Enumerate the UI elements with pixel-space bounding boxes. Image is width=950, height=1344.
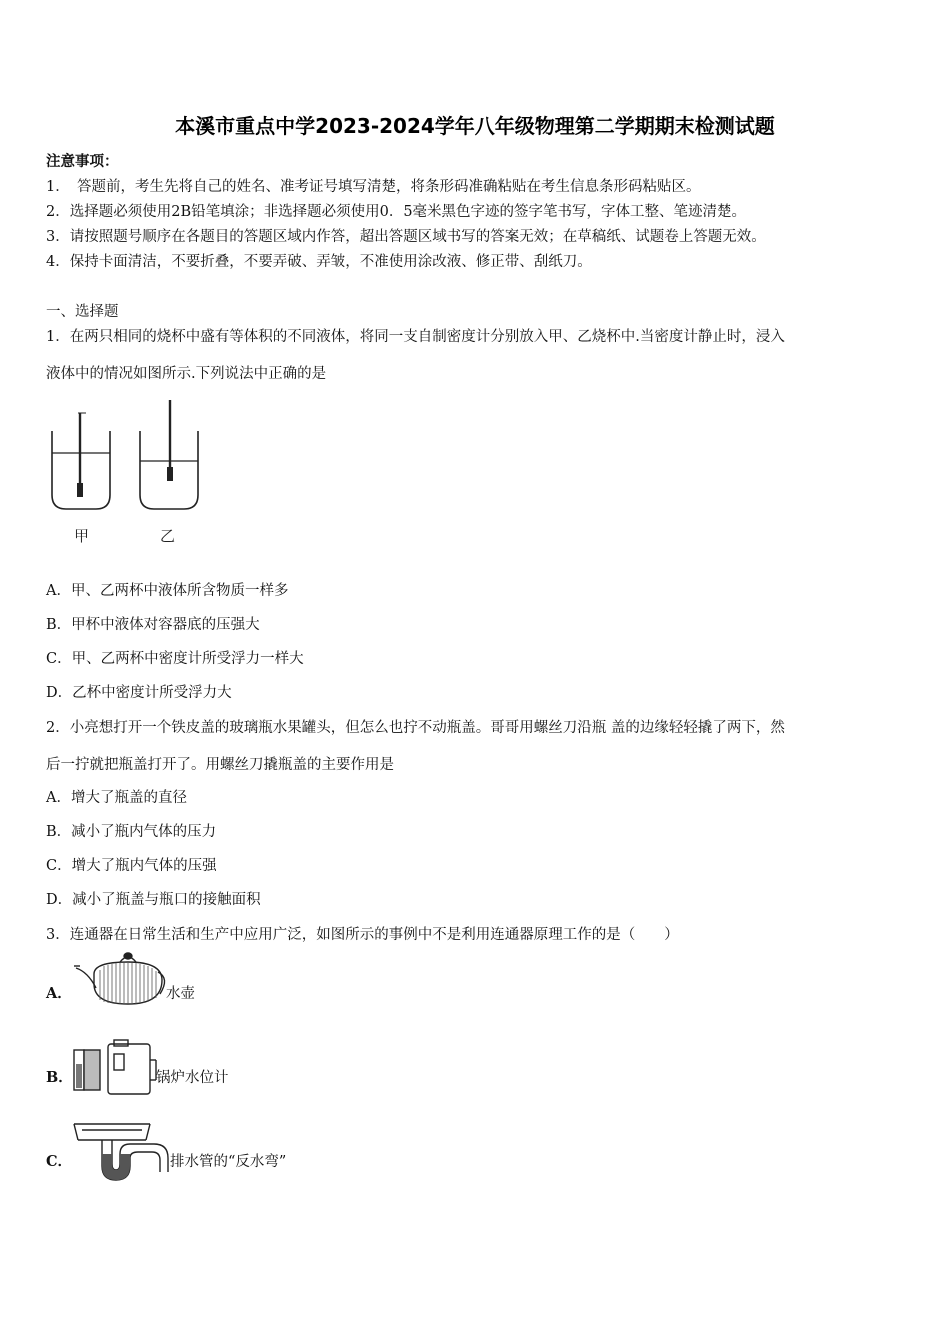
section-heading: 一、选择题 bbox=[46, 304, 119, 320]
q2-stem-line1: 2．小亮想打开一个铁皮盖的玻璃瓶水果罐头，但怎么也拧不动瓶盖。哥哥用螺丝刀沿瓶 盖的边缘轻轻撬了两下，然 bbox=[46, 720, 785, 736]
q3-option-b-letter: B． bbox=[46, 1069, 73, 1086]
teapot-icon bbox=[72, 950, 168, 1010]
notes-heading: 注意事项： bbox=[46, 153, 119, 170]
q3-option-b-text: 锅炉水位计 bbox=[156, 1070, 229, 1086]
q1-option-c: C．甲、乙两杯中密度计所受浮力一样大 bbox=[46, 651, 304, 667]
q2-option-d: D．减小了瓶盖与瓶口的接触面积 bbox=[46, 892, 261, 908]
q1-stem-line2: 液体中的情况如图所示.下列说法中正确的是 bbox=[46, 366, 327, 382]
q2-option-c: C．增大了瓶内气体的压强 bbox=[46, 858, 217, 874]
q3-option-c-text: 排水管的“反水弯” bbox=[170, 1154, 287, 1170]
q1-option-b: B．甲杯中液体对容器底的压强大 bbox=[46, 617, 260, 633]
note-item: 3．请按照题号顺序在各题目的答题区域内作答，超出答题区域书写的答案无效；在草稿纸、试题卷上答题无效。 bbox=[46, 229, 766, 245]
note-item: 4．保持卡面清洁，不要折叠，不要弄破、弄皱，不准使用涂改液、修正带、刮纸刀。 bbox=[46, 254, 592, 270]
boiler-gauge-icon bbox=[70, 1036, 158, 1100]
q2-stem-line2: 后一拧就把瓶盖打开了。用螺丝刀撬瓶盖的主要作用是 bbox=[46, 757, 394, 773]
beaker-yi bbox=[140, 400, 198, 509]
note-item: 2．选择题必须使用2B铅笔填涂；非选择题必须使用0．5毫米黑色字迹的签字笔书写，字体工整、笔迹清楚。 bbox=[46, 204, 747, 220]
q3-option-a-text: 水壶 bbox=[166, 986, 195, 1002]
q2-option-a: A．增大了瓶盖的直径 bbox=[46, 790, 187, 806]
page-title: 本溪市重点中学2023-2024学年八年级物理第二学期期末检测试题 bbox=[175, 114, 775, 138]
q3-stem: 3．连通器在日常生活和生产中应用广泛，如图所示的事例中不是利用连通器原理工作的是（ ） bbox=[46, 927, 679, 943]
q3-option-a-letter: A． bbox=[46, 985, 72, 1002]
q1-option-a: A．甲、乙两杯中液体所含物质一样多 bbox=[46, 583, 289, 599]
hydrometer-beakers-figure bbox=[44, 395, 214, 550]
q1-option-d: D．乙杯中密度计所受浮力大 bbox=[46, 685, 232, 701]
drain-trap-icon bbox=[72, 1118, 172, 1188]
q3-option-c-letter: C． bbox=[46, 1153, 73, 1170]
beaker-label-yi: 乙 bbox=[160, 527, 176, 545]
note-item: 1． 答题前，考生先将自己的姓名、准考证号填写清楚，将条形码准确粘贴在考生信息条形码粘贴区。 bbox=[46, 179, 701, 195]
q1-stem-line1: 1．在两只相同的烧杯中盛有等体积的不同液体，将同一支自制密度计分别放入甲、乙烧杯中.当密度计静止时，浸入 bbox=[46, 329, 785, 345]
q2-option-b: B．减小了瓶内气体的压力 bbox=[46, 824, 217, 840]
beaker-jia bbox=[52, 413, 110, 509]
beaker-label-jia: 甲 bbox=[74, 527, 90, 545]
